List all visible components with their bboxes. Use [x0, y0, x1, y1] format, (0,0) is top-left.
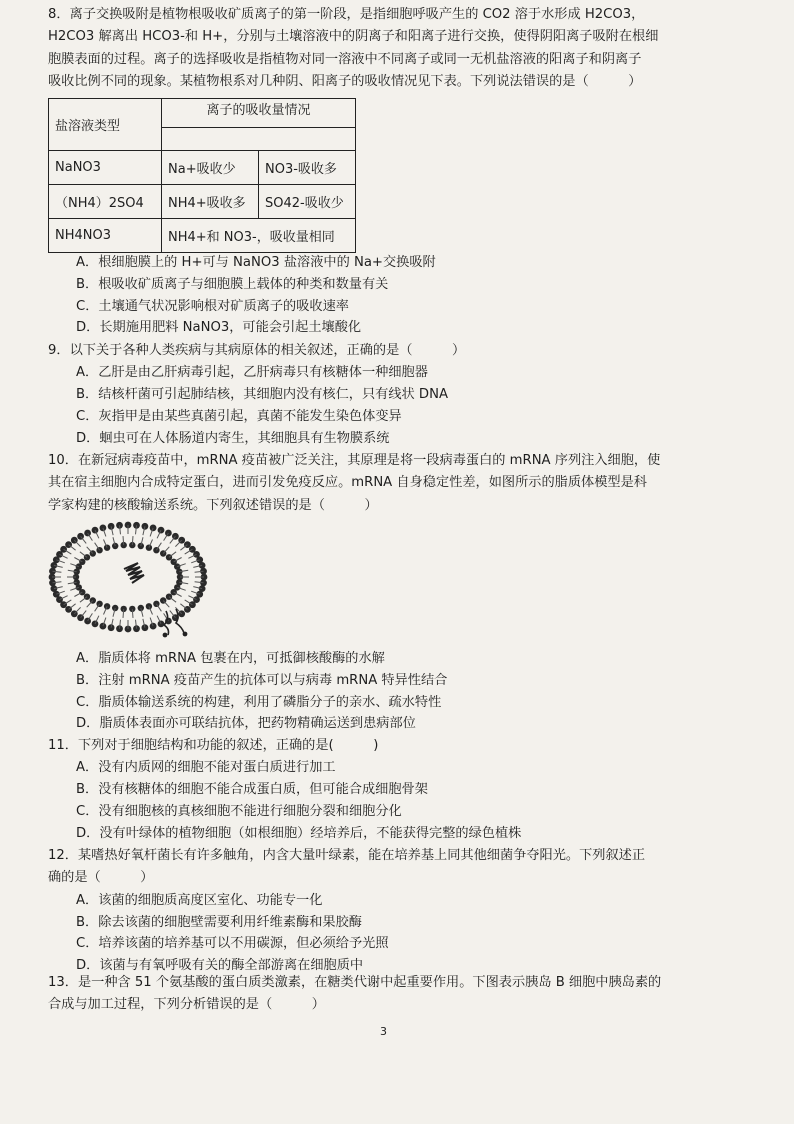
cell-cation: Na+吸收少 — [162, 151, 259, 185]
phospholipid-tail — [163, 601, 169, 608]
antibody-head — [183, 632, 188, 637]
q10-stem-line: 学家构建的核酸输送系统。下列叙述错误的是（ ） — [48, 497, 378, 513]
q12-stem-line: 12．某嗜热好氧杆菌长有许多触角，内含大量叶绿素，能在培养基上同其他细菌争夺阳光。下列叙述正 — [48, 848, 646, 863]
q10-stem-line: 其在宿主细胞内合成特定蛋白，进而引发免疫反应。mRNA 自身稳定性差，如图所示的脂质体模型是科 — [48, 475, 647, 491]
page-number: 3 — [380, 1025, 387, 1038]
header-absorption: 离子的吸收量情况 — [162, 99, 356, 128]
q13-stem-line: 合成与加工过程，下列分析错误的是（ ） — [48, 997, 325, 1013]
phospholipid-head — [146, 545, 152, 551]
option-d: D．长期施用肥料 NaNO3，可能会引起土壤酸化 — [76, 320, 362, 336]
option-a: A．根细胞膜上的 H+可与 NaNO3 盐溶液中的 Na+交换吸附 — [76, 255, 436, 270]
option-b: B．根吸收矿质离子与细胞膜上载体的种类和数量有关 — [76, 276, 389, 292]
phospholipid-head — [153, 547, 159, 553]
q8-stem-line: 8．离子交换吸附是植物根吸收矿质离子的第一阶段，是指细胞呼吸产生的 CO2 溶于水形成 H2CO3， — [48, 7, 645, 22]
q12-stem-line: 确的是（ ） — [48, 870, 154, 886]
q8-stem-line: 吸收比例不同的现象。某植物根系对几种阴、阳离子的吸收情况见下表。下列说法错误的是（ ） — [48, 74, 642, 90]
phospholipid-tail — [123, 536, 124, 545]
option-a: A．没有内质网的细胞不能对蛋白质进行加工 — [76, 760, 336, 776]
cell-anion: SO42-吸收少 — [259, 185, 356, 219]
question-12 — [48, 845, 748, 977]
option-d: D．蛔虫可在人体肠道内寄生，其细胞具有生物膜系统 — [76, 430, 390, 446]
phospholipid-head — [92, 621, 99, 628]
q8-stem-line: 胞膜表面的过程。离子的选择吸收是指植物对同一溶液中不同离子或同一无机盐溶液的阳离子和阴离子 — [48, 51, 642, 67]
cell-salt: NH4NO3 — [49, 219, 162, 253]
antibody-head — [163, 633, 168, 638]
option-c: C．培养该菌的培养基可以不用碳源，但必须给予光照 — [76, 936, 389, 952]
option-c: C．灰指甲是由某些真菌引起，真菌不能发生染色体变异 — [76, 409, 402, 424]
phospholipid-head — [104, 545, 110, 551]
phospholipid-heads — [49, 522, 208, 633]
cell-salt: NaNO3 — [49, 151, 162, 185]
option-b: B．没有核糖体的细胞不能合成蛋白质，但可能合成细胞骨架 — [76, 782, 428, 798]
phospholipid-head — [92, 527, 99, 534]
question-10-options — [48, 648, 748, 735]
table-header-row — [49, 99, 356, 128]
phospholipid-tail — [87, 547, 93, 554]
question-10 — [48, 450, 748, 517]
phospholipid-head — [146, 603, 152, 609]
phospholipid-head — [158, 621, 165, 628]
phospholipid-head — [158, 527, 165, 534]
mrna-strand — [124, 563, 144, 583]
option-d: D．该菌与有氧呼吸有关的酶全部游离在细胞质中 — [76, 958, 364, 974]
option-a: A．脂质体将 mRNA 包裹在内，可抵御核酸酶的水解 — [76, 651, 385, 666]
table-row — [49, 151, 356, 185]
liposome-diagram — [48, 517, 218, 639]
question-8 — [48, 4, 748, 94]
question-11 — [48, 735, 748, 845]
cell-salt: （NH4）2SO4 — [49, 185, 162, 219]
option-d: D．脂质体表面亦可联结抗体，把药物精确运送到患病部位 — [76, 716, 416, 732]
phospholipid-tail — [132, 609, 133, 618]
phospholipid-head — [96, 547, 102, 553]
phospholipid-head — [96, 601, 102, 607]
option-a: A．该菌的细胞质高度区室化、功能专一化 — [76, 892, 323, 908]
option-c: C．脂质体输送系统的构建，利用了磷脂分子的亲水、疏水特性 — [76, 694, 442, 710]
option-b: B．注射 mRNA 疫苗产生的抗体可以与病毒 mRNA 特异性结合 — [76, 672, 448, 688]
option-a: A．乙肝是由乙肝病毒引起，乙肝病毒只有核糖体一种细胞器 — [76, 365, 428, 381]
phospholipid-head — [104, 603, 110, 609]
q10-stem-line: 10．在新冠病毒疫苗中，mRNA 疫苗被广泛关注，其原理是将一段病毒蛋白的 mRNA 序列注入细胞，使 — [48, 453, 661, 468]
option-c: C．土壤通气状况影响根对矿质离子的吸收速率 — [76, 298, 349, 314]
ion-absorption-table — [48, 98, 356, 253]
table-row — [49, 219, 356, 253]
cell-cation: NH4+吸收多 — [162, 185, 259, 219]
phospholipid-head — [153, 601, 159, 607]
q8-stem-line: H2CO3 解离出 HCO3-和 H+，分别与土壤溶液中的阴离子和阳离子进行交换，使得阴阳离子吸附在根细 — [48, 29, 659, 45]
cell-anion: NO3-吸收多 — [259, 151, 356, 185]
phospholipid-tail — [123, 609, 124, 618]
q11-stem-line: 11．下列对于细胞结构和功能的叙述，正确的是( ) — [48, 738, 379, 753]
option-c: C．没有细胞核的真核细胞不能进行细胞分裂和细胞分化 — [76, 804, 402, 819]
question-9 — [48, 340, 748, 450]
question-13 — [48, 972, 748, 1017]
header-salt-type: 盐溶液类型 — [49, 99, 162, 151]
cell-merged: NH4+和 NO3-，吸收量相同 — [162, 219, 356, 253]
option-b: B．除去该菌的细胞壁需要利用纤维素酶和果胶酶 — [76, 914, 362, 930]
phospholipid-tail — [163, 547, 169, 554]
option-b: B．结核杆菌可引起肺结核，其细胞内没有核仁，只有线状 DNA — [76, 387, 448, 403]
question-8-options — [48, 252, 748, 339]
q13-stem-line: 13．是一种含 51 个氨基酸的蛋白质类激素，在糖类代谢中起重要作用。下图表示胰岛 B 细胞中胰岛素的 — [48, 975, 662, 990]
table-row — [49, 185, 356, 219]
q9-stem-line: 9．以下关于各种人类疾病与其病原体的相关叙述，正确的是（ ） — [48, 343, 466, 358]
phospholipid-tail — [132, 536, 133, 545]
phospholipid-tail — [87, 601, 93, 608]
option-d: D．没有叶绿体的植物细胞（如根细胞）经培养后，不能获得完整的绿色植株 — [76, 825, 522, 841]
